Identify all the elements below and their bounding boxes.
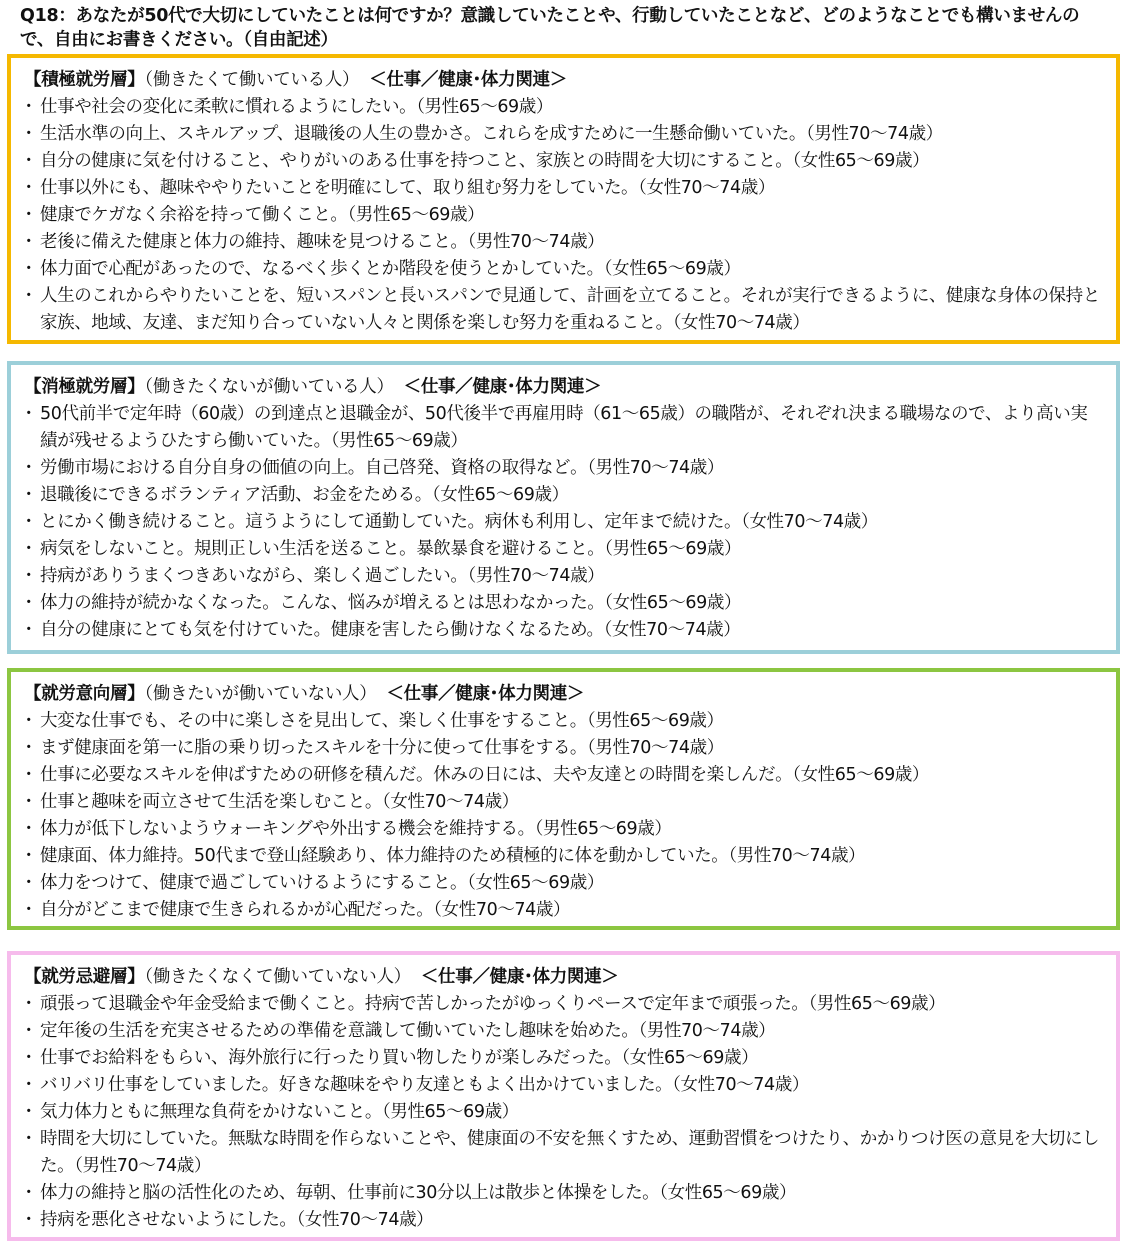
response-item: ・ 定年後の生活を充実させるための準備を意識して働いていたし趣味を始めた。（男性70～74歳）: [24, 1018, 1104, 1045]
response-item: ・ 体力面で心配があったので、なるべく歩くとか階段を使うとかしていた。（女性65～69歳）: [24, 256, 1104, 283]
panel-active-workers: [7, 54, 1120, 344]
response-item: ・ 自分がどこまで健康で生きられるかが心配だった。（女性70～74歳）: [24, 897, 1104, 924]
response-item: ・ バリバリ仕事をしていました。好きな趣味をやり友達ともよく出かけていました。（女性70～74歳）: [24, 1072, 1104, 1099]
response-item: ・ 仕事に必要なスキルを伸ばすための研修を積んだ。休みの日には、夫や友達との時間を楽しんだ。（女性65～69歳）: [24, 762, 1104, 789]
panel-passive-workers: [7, 361, 1120, 654]
response-item: ・ 仕事でお給料をもらい、海外旅行に行ったり買い物したりが楽しみだった。（女性65～69歳）: [24, 1045, 1104, 1072]
response-item: ・ 仕事と趣味を両立させて生活を楽しむこと。（女性70～74歳）: [24, 789, 1104, 816]
panel-work-avoiders: [7, 951, 1120, 1241]
response-item: ・ 50代前半で定年時（60歳）の到達点と退職金が、50代後半で再雇用時（61～65歳）の職階が、それぞれ決まる職場なので、より高い実績が残せるようひたすら働いていた。（男性65～69歳）: [24, 401, 1104, 455]
response-item: ・ 体力が低下しないようウォーキングや外出する機会を維持する。（男性65～69歳）: [24, 816, 1104, 843]
response-item: ・ 仕事や社会の変化に柔軟に慣れるようにしたい。（男性65～69歳）: [24, 94, 1104, 121]
response-item: ・ 持病がありうまくつきあいながら、楽しく過ごしたい。（男性70～74歳）: [24, 563, 1104, 590]
response-item: ・ 病気をしないこと。規則正しい生活を送ること。暴飲暴食を避けること。（男性65～69歳）: [24, 536, 1104, 563]
response-list: [24, 94, 1104, 337]
question-title: Q18：あなたが50代で大切にしていたことは何ですか？意識していたことや、行動していたことなど、どのようなことでも構いませんので、自由にお書きください。（自由記述）: [20, 6, 1080, 50]
tier-label: 【消極就労層】: [24, 377, 145, 397]
response-item: ・ 退職後にできるボランティア活動、お金をためる。（女性65～69歳）: [24, 482, 1104, 509]
panel-header: [24, 67, 1104, 94]
response-list: [24, 401, 1104, 644]
tier-description: （働きたくなくて働いていない人）: [144, 967, 411, 987]
tier-label: 【積極就労層】: [24, 70, 145, 90]
response-item: ・ 自分の健康に気を付けること、やりがいのある仕事を持つこと、家族との時間を大切にすること。（女性65～69歳）: [24, 148, 1104, 175]
category-label: ＜仕事／健康･体力関連＞: [369, 70, 567, 90]
response-item: ・ 体力の維持が続かなくなった。こんな、悩みが増えるとは思わなかった。（女性65～69歳）: [24, 590, 1104, 617]
response-item: ・ 老後に備えた健康と体力の維持、趣味を見つけること。（男性70～74歳）: [24, 229, 1104, 256]
response-item: ・ 人生のこれからやりたいことを、短いスパンと長いスパンで見通して、計画を立てること。それが実行できるように、健康な身体の保持と家族、地域、友達、まだ知り合っていない人々と関係を楽しむ努力を重ねること。（女性70～74歳）: [24, 283, 1104, 337]
response-item: ・ 気力体力ともに無理な負荷をかけないこと。（男性65～69歳）: [24, 1099, 1104, 1126]
response-item: ・ 仕事以外にも、趣味ややりたいことを明確にして、取り組む努力をしていた。（女性70～74歳）: [24, 175, 1104, 202]
response-item: ・ 持病を悪化させないようにした。（女性70～74歳）: [24, 1207, 1104, 1234]
response-item: ・ 健康でケガなく余裕を持って働くこと。（男性65～69歳）: [24, 202, 1104, 229]
tier-description: （働きたくて働いている人）: [144, 70, 360, 90]
panel-header: [24, 374, 1104, 401]
category-label: ＜仕事／健康･体力関連＞: [386, 684, 585, 704]
category-label: ＜仕事／健康･体力関連＞: [420, 967, 619, 987]
response-item: ・ とにかく働き続けること。這うようにして通勤していた。病休も利用し、定年まで続けた。（女性70～74歳）: [24, 509, 1104, 536]
response-item: ・ 健康面、体力維持。50代まで登山経験あり、体力維持のため積極的に体を動かしていた。（男性70～74歳）: [24, 843, 1104, 870]
response-item: ・ 大変な仕事でも、その中に楽しさを見出して、楽しく仕事をすること。（男性65～69歳）: [24, 708, 1104, 735]
response-item: ・ 労働市場における自分自身の価値の向上。自己啓発、資格の取得など。（男性70～74歳）: [24, 455, 1104, 482]
panel-header: [24, 964, 1104, 991]
response-list: [24, 708, 1104, 924]
tier-label: 【就労意向層】: [24, 684, 145, 704]
response-item: ・ 生活水準の向上、スキルアップ、退職後の人生の豊かさ。これらを成すために一生懸命働いていた。（男性70～74歳）: [24, 121, 1104, 148]
tier-description: （働きたくないが働いている人）: [144, 377, 394, 397]
response-item: ・ 自分の健康にとても気を付けていた。健康を害したら働けなくなるため。（女性70～74歳）: [24, 617, 1104, 644]
category-label: ＜仕事／健康･体力関連＞: [403, 377, 602, 397]
response-item: ・ 体力をつけて、健康で過ごしていけるようにすること。（女性65～69歳）: [24, 870, 1104, 897]
tier-label: 【就労忌避層】: [24, 967, 145, 987]
response-item: ・ 時間を大切にしていた。無駄な時間を作らないことや、健康面の不安を無くすため、運動習慣をつけたり、かかりつけ医の意見を大切にした。（男性70～74歳）: [24, 1126, 1104, 1180]
panel-header: [24, 681, 1104, 708]
response-item: ・ 頑張って退職金や年金受給まで働くこと。持病で苦しかったがゆっくりペースで定年まで頑張った。（男性65～69歳）: [24, 991, 1104, 1018]
response-item: ・ まず健康面を第一に脂の乗り切ったスキルを十分に使って仕事をする。（男性70～74歳）: [24, 735, 1104, 762]
response-list: [24, 991, 1104, 1234]
response-item: ・ 体力の維持と脳の活性化のため、毎朝、仕事前に30分以上は散歩と体操をした。（女性65～69歳）: [24, 1180, 1104, 1207]
tier-description: （働きたいが働いていない人）: [144, 684, 377, 704]
panel-job-seekers: [7, 668, 1120, 930]
